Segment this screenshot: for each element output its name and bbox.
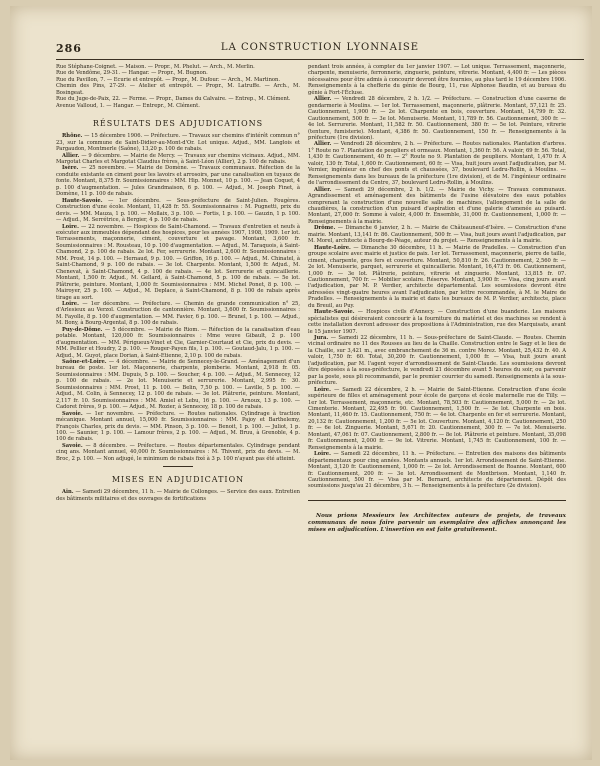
listing-entry <box>56 198 300 224</box>
listing-entry <box>308 451 566 490</box>
right-column <box>308 64 566 534</box>
listing-entry <box>308 187 566 226</box>
listing-entry <box>56 327 300 359</box>
listing-text: — Hospices civils d'Annecy. — Construction d'une buanderie. Les maisons spécialistes qui désireraient concourir à la fourniture du matériel et des machines se rendent à cette installation devront adresser des propositions à l'Administration, rue des Marquisats, avant le 15 janvier 1907. <box>308 309 566 335</box>
listing-text: — 1er décembre. — Sous-préfecture de Saint-Julien. Fougères. Construction d'une école. Montant, 11,428 fr. 55. Soumissionnaires : M. Pugnetti, prix du devis. — MM. Mauza, 1 p. 100. — Mollaix, 3 p. 100. — Fortis, 1 p. 100. — Gauzin, 1 p. 100. — Adjud., M. Serrétrice, à Bergier, 4 p. 100 de rabais. <box>56 197 300 224</box>
listing-text: — 4 décembre. — Mairie de Sennecey-le-Grand. — Aménagement d'un bureau de poste. 1er lot. Maçonnerie, charpente, plomberie. Montant, 2,918 fr. 05. Soumissionnaires : MM. Dupuis, 5 p. 100. — Soucher, 4 p. 100. — Adjud., M. Sennecey, 12 p. 100 de rabais. — 2e lot. Menuiserie et serrurerie. Montant, 2,995 fr. 30. Soumissionnaires : MM. Prost, 11 p. 100. — Belin, 7,50 p. 100. — Laville, 5 p. 100. — Adjud., M. Colin, à Sennecey, 12 p. 100 de rabais. — 3e lot. Plâtrerie, peinture. Montant, 2,117 fr. 10. Soumissionnaires : MM. Amiel et Lebu, 16 p. 100. — Arnoux, 13 p. 100. — Cadoret frères, 9 p. 100. — Adjud., M. Rozier, à Sennecey, 18 p. 100 de rabais. <box>56 359 300 411</box>
results-list <box>56 133 300 462</box>
address-entry: Rue Stéphane-Coignet. — Maison. — Propr., M. Phelut. — Arch., M. Merlin. <box>56 64 255 70</box>
listing-text: — 22 novembre. — Hospices de Saint-Chamond. — Travaux d'entretien et neufs à exécuter aux immeubles dépendant des hospices, pour les années 1907, 1908, 1909. 1er lot. Terrassements, maçonnerie, ciment, couverture et pavage. Montant, 3,600 fr. Soumissionnaires : M. Rousteau, 10 p. 100 d'augmentation. — Adjud., M. Taraquois, à Saint-Chamond, 2 p. 100 de rabais. 2e lot. Fer, serrurerie. Montant, 2,600 fr. Soumissionnaires : MM. Prost, 14 p. 100. — Hernaud, 9 p. 100. — Griffon, 16 p. 100. — Adjud., M. Chinatel, à Saint-Chamond, 9 p. 100 de rabais. — 3e lot. Charpente. Montant, 1,500 fr. Adjud., M. Chenevat, à Saint-Chamond, 4 p. 100 de rabais. — 4e lot. Serrurerie et quincaillerie. Montant, 1,500 fr. Adjud., M. Gellard, à Saint-Chamond, 5 p. 100 de rabais. — 5e lot. Plâtrerie, peinture. Montant, 1,000 fr. Soumissionnaires : MM. Michel Ponet, 8 p. 100. — Mairoyer, 25 p. 100. — Adjud., M. Deplace, à Saint-Chamond, 8 p. 100 de rabais après tirage au sort. <box>56 223 301 301</box>
listing-text: pendant trois années, à compter du 1er janvier 1907. — Lot unique. Terrassement, maçonnerie, charpente, menuiserie, ferronnerie, zinguerie, peinture, vitrerie. Montant, 4,400 fr. — Les pièces nécessaires pour être admis à concourir devront être fournies, au plus tard le 19 décembre 1906. Renseignements à la chefferie du génie de Bourg, 11, rue Alphonse Baudin, et au bureau du génie à Fort-l'Écluse. <box>308 64 566 96</box>
listing-text: — 15 décembre 1906. — Préfecture. — Travaux sur chemins d'intérêt commun n° 23, sur la commune de Saint-Didier-au-Mont-d'Or. Lot unique. Adjud., MM. Langlois et Pargaudon, Montmerle (Saône), 13,20 p. 100 de rabais. <box>56 133 300 153</box>
department-name: Haute-Loire. <box>314 244 354 251</box>
listing-entry <box>56 133 300 152</box>
listing-text: — Vendredi 28 décembre, 2 h. 1/2. — Préfecture. — Construction d'une caserne de gendarmerie à Moulins. — 1er lot. Terrassement, maçonnerie, plâtrerie. Montant, 57,121 fr. 25. Cautionnement, 1,900 fr. — 2e lot. Charpente en bois, couverture. Montant, 14,799 fr. 32. Cautionnement, 500 fr. — 3e lot. Menuiserie. Montant, 11,789 fr. 56. Cautionnement, 300 fr. — 4e lot. Serrurerie. Montant, 11,582 fr. 50. Cautionnement, 380 fr. — 5e lot. Peinture, vitrerie (tenture, fumisterie). Montant, 4,386 fr. 50. Cautionnement, 150 fr. — Renseignements à la préfecture (1re division). <box>308 96 566 141</box>
department-name: Loire. <box>62 223 82 230</box>
listing-text: — Dimanche 6 janvier, 2 h. — Mairie de Châteauneuf-d'Isère. — Construction d'une mairie. Montant, 13,141 fr. 86. Cautionnement, 500 fr. — Visa, huit jours avant l'adjudication, par M. Morel, architecte à Bourg-de-Péage, auteur du projet. — Renseignements à la mairie. <box>308 225 567 245</box>
department-name: Loire. <box>314 451 334 458</box>
listing-text: — 25 novembre. — Mairie de Domène. — Travaux communaux. Réfection de la conduite existante en ciment pour les lavoirs et arrosoirs, par une canalisation en tuyaux de fonte. Montant, 8,375 fr. Soumissionnaires : MM. Hip. Monnet, 10 p. 100. — Jean Coquet, 4 p. 100 d'augmentation. — Jules Grandmaison, 6 p. 100. — Adjud., M. Joseph Finet, à Domène, 11 p. 100 de rabais. <box>56 165 300 198</box>
architects-notice: Nous prions Messieurs les Architectes auteurs de projets, de traveaux communaux de nous faire parvenir un exemplaire des affiches annonçant les mises en adjudication. L'insertion en est faite gratuitement. <box>308 512 566 533</box>
listing-text: — 9 décembre. — Mairie de Mercy. — Travaux sur chemins vicinaux. Adjud., MM. Margotat Charles et Margotat Claudius frères, à Saint-Léon (Allier), 2 p. 100 de rabais. <box>56 152 300 165</box>
department-name: Allier. <box>314 96 335 103</box>
left-column <box>56 64 300 502</box>
notice-rule <box>308 500 566 501</box>
listing-text: — Samedi 29 décembre, 2 h. 1/2. — Mairie de Vichy. — Travaux communaux. Agrandissement et aménagement des bâtiments de l'usine élévatoire des eaux potables comprenant la construction d'une nouvelle salle de machines, l'allongement de la salle de chaudières, la construction d'un puisard d'aspiration et d'une galerie d'amenée au puisard. Montant, 27,000 fr. Somme à valoir, 4,000 fr. Ensemble, 31,000 fr. Cautionnement, 1,000 fr. — Renseignements à la mairie. <box>308 186 566 225</box>
address-entry: Chemin des Pins, 27-29. — Atelier et entrepôt. — Propr., M. Latruffe. — Arch., M. Bosingeat. <box>56 83 300 96</box>
department-name: Drôme. <box>314 225 338 232</box>
department-name: Haute-Savoie. <box>314 309 358 316</box>
results-heading: RÉSULTATS DES ADJUDICATIONS <box>92 119 264 129</box>
listing-entry <box>308 335 566 387</box>
listing-text: — Samedi 22 décembre, 11 h. — Sous-préfecture de Saint-Claude. — Routes. Chemin vicinal ordinaire no 11 des Rousses au lieu de la Chaille. Construction entre le Sagy et le lieu de la Chaille, sur 3,421 m., avec embranchement de 36 m. contre Morez. Montant, 25,432 fr. 40. A valoir, 1,750 fr. 60. Total, 30,200 fr. Cautionnement, 1,000 fr. — Visa, huit jours avant l'adjudication, par M. l'agent voyer d'arrondissement de Saint-Claude. Les soumissions devront être déposées à la sous-préfecture, le vendredi 21 décembre avant 5 heures du soir, ou parvenir par la poste, sous pli recommandé, par le premier courrier du samedi. Renseignements à la sous-préfecture. <box>308 335 566 387</box>
listing-entry <box>56 301 300 327</box>
department-name: Isère. <box>62 165 82 172</box>
listing-entry <box>56 153 300 166</box>
listing-entry <box>56 224 300 301</box>
adjudication-list-right <box>308 64 566 490</box>
listing-entry <box>308 96 566 141</box>
journal-title: LA CONSTRUCTION LYONNAISE <box>220 42 420 53</box>
department-name: Jura. <box>314 335 331 342</box>
listing-text: — Samedi 22 décembre, 2 h. — Mairie de Saint-Etienne. Construction d'une école supérieure de filles et aménagement pour école de garçons et école maternelle rue de Tilly. — 1er lot. Terrassement, maçonnerie, etc. Montant, 78,503 fr. Cautionnement, 5,000 fr. — 2e lot. Cimenterie. Montant, 22,495 fr. 90. Cautionnement, 1,500 fr. — 3e lot. Charpente en bois. Montant, 11,460 fr. 15. Cautionnement, 750 fr. — 4e lot. Charpente en fer et serrurerie. Montant, 20,132 fr. Cautionnement, 1,200 fr. — 5e lot. Couverture. Montant, 4,120 fr. Cautionnement, 250 fr. — 6e lot. Zinguerie. Montant, 5,671 fr. 20. Cautionnement, 300 fr. — 7e lot. Menuiserie. Montant, 47,061 fr. 07. Cautionnement, 2,800 fr. — 8e lot. Plâtrerie et peinture. Montant, 35,098 fr. Cautionnement, 2,000 fr. — 9e lot. Vitrerie. Montant, 1,745 fr. Cautionnement, 100 fr. — Renseignements à la mairie. <box>308 386 567 451</box>
department-name: Haute-Savoie. <box>62 197 109 204</box>
listing-entry <box>56 411 300 443</box>
department-name: Ain. <box>62 489 76 496</box>
address-entry: Rue du Pavillon, 7. — Ecurie et entrepôt. — Propr., M. Dufour. — Arch., M. Martinon. <box>56 76 281 83</box>
department-name: Allier. <box>314 186 336 193</box>
address-list <box>56 64 300 109</box>
department-name: Allier. <box>62 152 82 159</box>
listing-text: — Dimanche 30 décembre, 11 h. — Mairie de Pradelles. — Construction d'un groupe scolaire avec mairie et justice de paix. 1er lot. Terrassement, maçonnerie, pierre de taille, ciment, charpente, gros fers et couverture. Montant, 50,810 fr. 26. Cautionnement, 2,560 fr. — 2e lot. Menuiserie, parquet, serrurerie et quincaillerie. Montant, 16,473 fr. 06. Cautionnement, 1,000 fr. — 3e lot. Plâtrerie, peinture, vitrerie et zinguerie. Montant, 13,815 fr. 07. Cautionnement, 700 fr. — Mobilier scolaire. Réserve. Montant, 3,900 fr. — Visa, cinq jours avant l'adjudication, par M. P. Verdier, architecte départemental. Les soumissions devront être adressées vingt-quatre heures avant l'adjudication, par lettre recommandée, à M. le Maire de Pradelles. — Renseignements à la mairie et dans les bureaux de M. P. Verdier, architecte, place du Breuil, au Puy. <box>308 244 567 309</box>
listing-text: — Vendredi 28 décembre, 2 h. — Préfecture. — Routes nationales. Plantation d'arbres. 1° Route no 7. Plantation de peupliers et ormeaux. Montant, 1,360 fr. 56. A valoir, 69 fr. 56. Total, 1,430 fr. Cautionnement, 40 fr. — 2° Route no 9. Plantation de peupliers. Montant, 1,470 fr. A valoir, 130 fr. Total, 1,600 fr. Cautionnement, 60 fr. — Visa, huit jours avant l'adjudication, par M. Vernier, ingénieur en chef des ponts et chaussées, 37, boulevard Ledru-Rollin, à Moulins. — Renseignements dans les bureaux de la préfecture (1re division), et de M. l'ingénieur ordinaire de l'arrondissement du Centre, 37, boulevard Ledru-Rollin, à Moulins. <box>308 141 566 187</box>
department-name: Savoie. <box>62 410 87 417</box>
listing-entry <box>308 309 566 335</box>
department-name: Loire. <box>314 386 335 393</box>
listing-entry <box>56 165 300 197</box>
listing-entry <box>56 359 300 411</box>
listing-entry <box>308 245 566 310</box>
department-name: Loire. <box>62 300 83 307</box>
listing-text: — 8 décembre. — Préfecture. — Routes départementales. Cylindrage pendant cinq ans. Montant annuel, 40,000 fr. Soumissionnaires : M. Thivent, prix du devis. — M. Broc, 2 p. 100. — Non adjugé, le minimum de rabais fixé à 3 p. 100 n'ayant pas été atteint. <box>56 442 300 462</box>
listing-text: — 5 décembre. — Mairie de Riom. — Réfection de la canalisation d'eau potable. Montant, 120,000 fr. Soumissionnaires : Mme veuve Gibault, 2 p. 100 d'augmentation. — MM. Périgueux-Vinet et Cie, Garnier-Courtaud et Cie, prix du devis. — MM. Pellier et Houdry, 2 p. 100. — Rouger-Payen fils, 1 p. 100. — Goutaud-Jalu, 1 p. 100. — Adjud., M. Guyot, place Dorian, à Saint-Etienne, 2,10 p. 100 de rabais. <box>56 326 301 359</box>
address-entry: Rue de Vendôme, 29-31. — Hangar. — Propr., M. Bugnon. <box>56 70 208 77</box>
adjudication-list-left <box>56 489 300 502</box>
department-name: Rhône. <box>62 133 85 140</box>
department-name: Saône-et-Loire. <box>62 359 109 366</box>
listing-text: — 1er novembre. — Préfecture. — Routes nationales. Cylindrage à traction mécanique. Montant annuel, 15,000 fr. Soumissionnaires : MM. Pajoy et Barthelemy, François Charles, prix du devis. — MM. Pinson, 3 p. 100. — Benoit, 1 p. 100. — Juliot, 1 p. 100. — Saunier, 1 p. 100. — Lamour frères, 2 p. 100. — Adjud., M. Bruu, à Grenoble, 4 p. 100 de rabais. <box>56 410 300 443</box>
page-number: 286 <box>56 42 82 55</box>
address-entry: Avenue Valloud, 1. — Hangar. — Entrepr., M. Clément. <box>56 102 200 109</box>
listing-entry <box>308 64 566 96</box>
department-name: Savoie. <box>62 442 86 449</box>
listing-entry <box>308 387 566 452</box>
listing-entry <box>56 443 300 462</box>
header-rule <box>56 59 584 60</box>
page-header <box>56 42 584 58</box>
department-name: Allier. <box>314 141 334 148</box>
listing-entry <box>56 489 300 502</box>
address-entry: Rue du Juge-de-Paix, 22. — Ferme. — Propr., Dames du Calvaire. — Entrep., M. Clément. <box>56 96 291 103</box>
listing-text: — Samedi 22 décembre, 11 h. — Préfecture. — Entretien des maisons des bâtiments départementaux pour cinq années. Montants annuels. 1er lot. Arrondissement de Saint-Etienne. Montant, 3,120 fr. Cautionnement, 1,000 fr. — 2e lot. Arrondissement de Roanne. Montant, 600 fr. Cautionnement, 200 fr. — 3e lot. Arrondissement de Montbrison. Montant, 1,140 fr. Cautionnement, 500 fr. — Visa par M. Bernard, architecte du département. Dépôt des soumissions jusqu'au 21 décembre, 3 h. — Renseignements à la préfecture (2e division). <box>308 451 566 490</box>
department-name: Puy-de-Dôme. <box>62 326 105 333</box>
section-divider <box>163 466 193 467</box>
listing-text: — 1er décembre. — Préfecture. — Chemin de grande communication n° 25, d'Arlesieux au Verzol. Construction de cantonnière. Montant, 3,600 fr. Soumissionnaires : M. Fayolle, 8 p. 100 d'augmentation. — MM. Favier, 6 p. 100. — Brunel, 1 p. 100. — Adjud., M. Bony, à Bourg-Argental, 8 p. 100 de rabais. <box>56 300 300 327</box>
adjudication-heading: MISES EN ADJUDICATION <box>111 475 245 485</box>
listing-text: — Samedi 29 décembre, 11 h. — Mairie de Collonges. — Service des eaux. Entretien des bâtiments militaires et des ouvrages de fortifications <box>56 489 300 502</box>
listing-entry <box>308 141 566 186</box>
listing-entry <box>308 225 566 244</box>
